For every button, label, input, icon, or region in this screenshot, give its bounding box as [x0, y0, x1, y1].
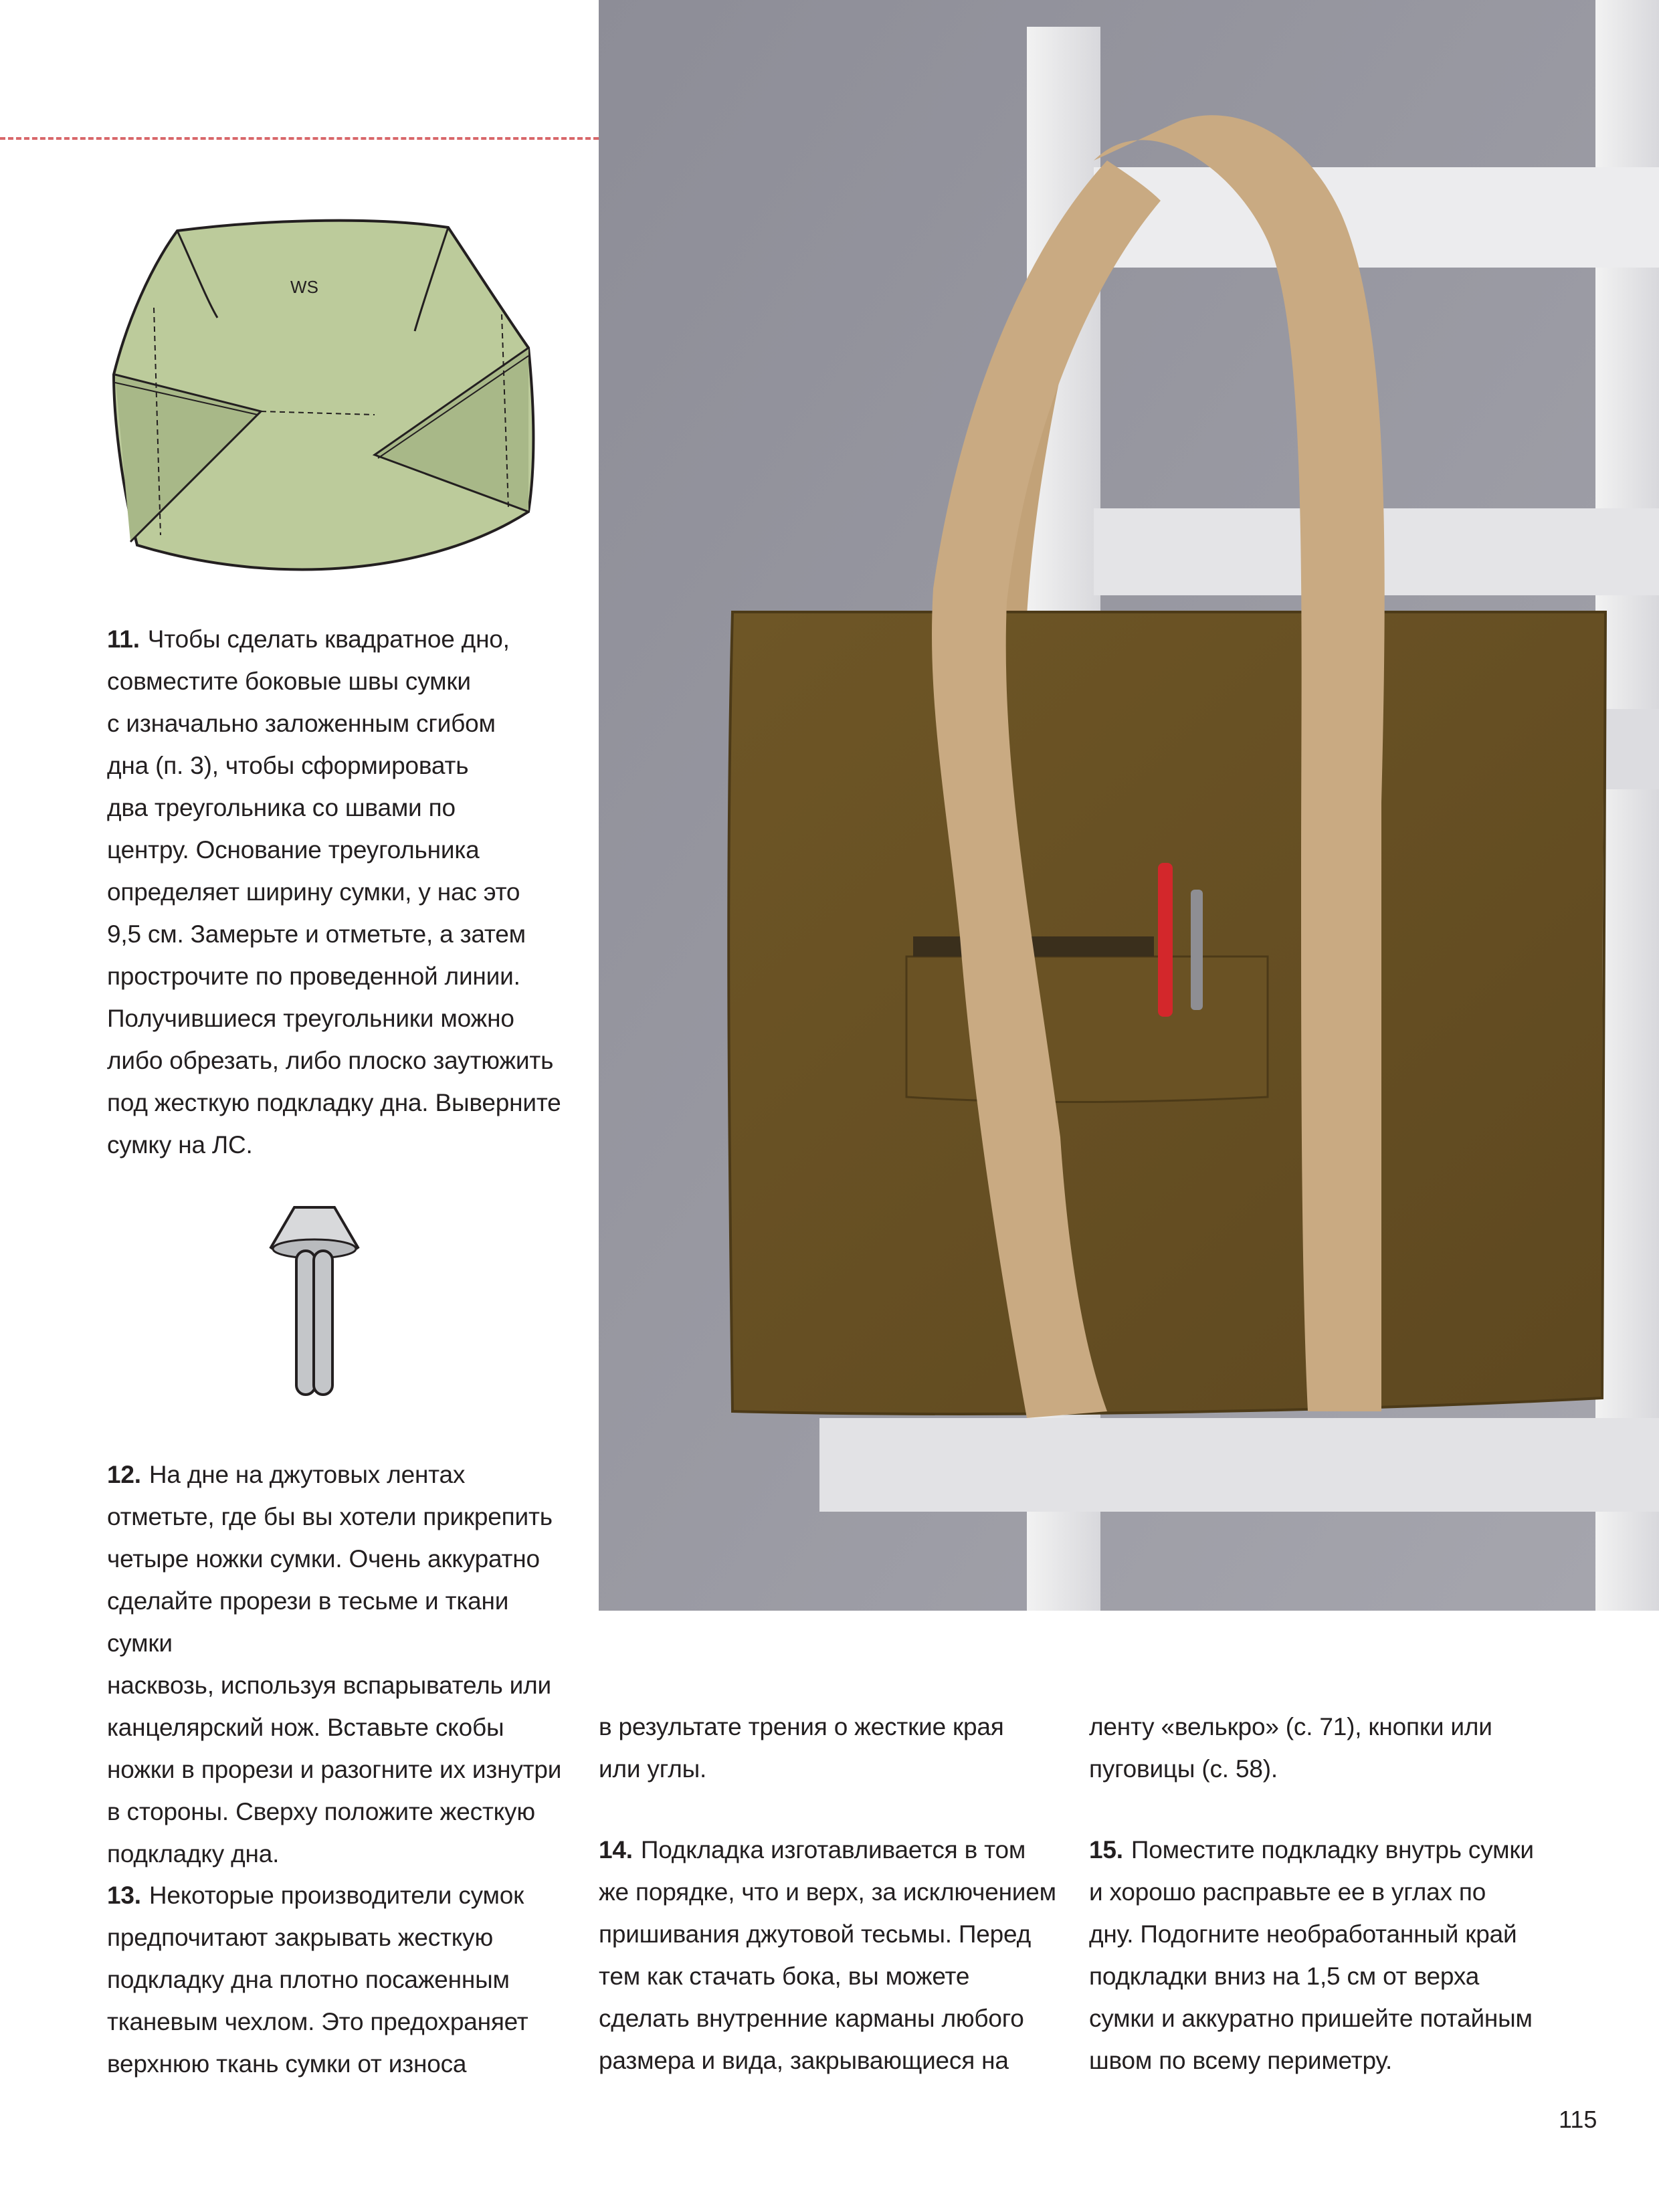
step-15: 15. Поместите подкладку внутрь сумки и хорошо расправьте ее в углах по дну. Подогните необработанный край подкладки вниз на 1,5 см от верха сумки и аккуратно пришейте потайным швом по всему периметру. — [1089, 1836, 1534, 2074]
step-number: 13. — [107, 1882, 141, 1909]
chair-rail-low — [819, 1418, 1659, 1512]
square-bottom-diagram — [100, 214, 555, 589]
step-number: 14. — [599, 1836, 633, 1864]
step-13-continuation: в результате трения о жесткие края или углы. — [599, 1713, 1004, 1783]
diagram-label: WS — [290, 277, 318, 297]
step-13: 13. Некоторые производители сумок предпочитают закрывать жесткую подкладку дна плотно посаженным тканевым чехлом. Это предохраняет верхнюю ткань сумки от износа — [107, 1882, 528, 2078]
chair-rail-top — [1094, 167, 1659, 268]
silver-pen — [1191, 890, 1203, 1010]
dashed-divider — [0, 137, 599, 140]
step-number: 15. — [1089, 1836, 1123, 1864]
step-14-continuation: ленту «велькро» (с. 71), кнопки или пуговицы (с. 58). — [1089, 1713, 1492, 1783]
bag-pocket — [906, 957, 1268, 1102]
step-12: 12. На дне на джутовых лентах отметьте, где бы вы хотели прикрепить четыре ножки сумки. Очень аккуратно сделайте прорези в тесьме и ткани сумки насквозь, используя вспарыватель или канцелярский нож. Вставьте скобы ножки в прорези и разогните их изнутри в стороны. Сверху положите жесткую подкладку дна. — [107, 1461, 562, 1868]
bag-foot-stud-icon — [258, 1201, 371, 1405]
step-11: 11. Чтобы сделать квадратное дно, совместите боковые швы сумки с изначально заложенным сгибом дна (п. 3), чтобы сформировать два треугольника со швами по центру. Основание треугольника определяет ширину сумки, у нас это 9,5 см. Замерьте и отметьте, а затем прострочите по проведенной линии. Получившиеся треугольники можно либо обрезать, либо плоско заутюжить под жесткую подкладку дна. Выверните сумку на ЛС. — [107, 625, 561, 1159]
bag-photo — [599, 0, 1659, 1611]
page-number: 115 — [1559, 2106, 1597, 2133]
red-pen — [1158, 863, 1173, 1017]
step-14: 14. Подкладка изготавливается в том же порядке, что и верх, за исключением пришивания джутовой тесьмы. Перед тем как стачать бока, вы можете сделать внутренние карманы любого размера и вида, закрывающиеся на — [599, 1836, 1056, 2074]
step-number: 12. — [107, 1461, 141, 1488]
step-number: 11. — [107, 625, 140, 653]
